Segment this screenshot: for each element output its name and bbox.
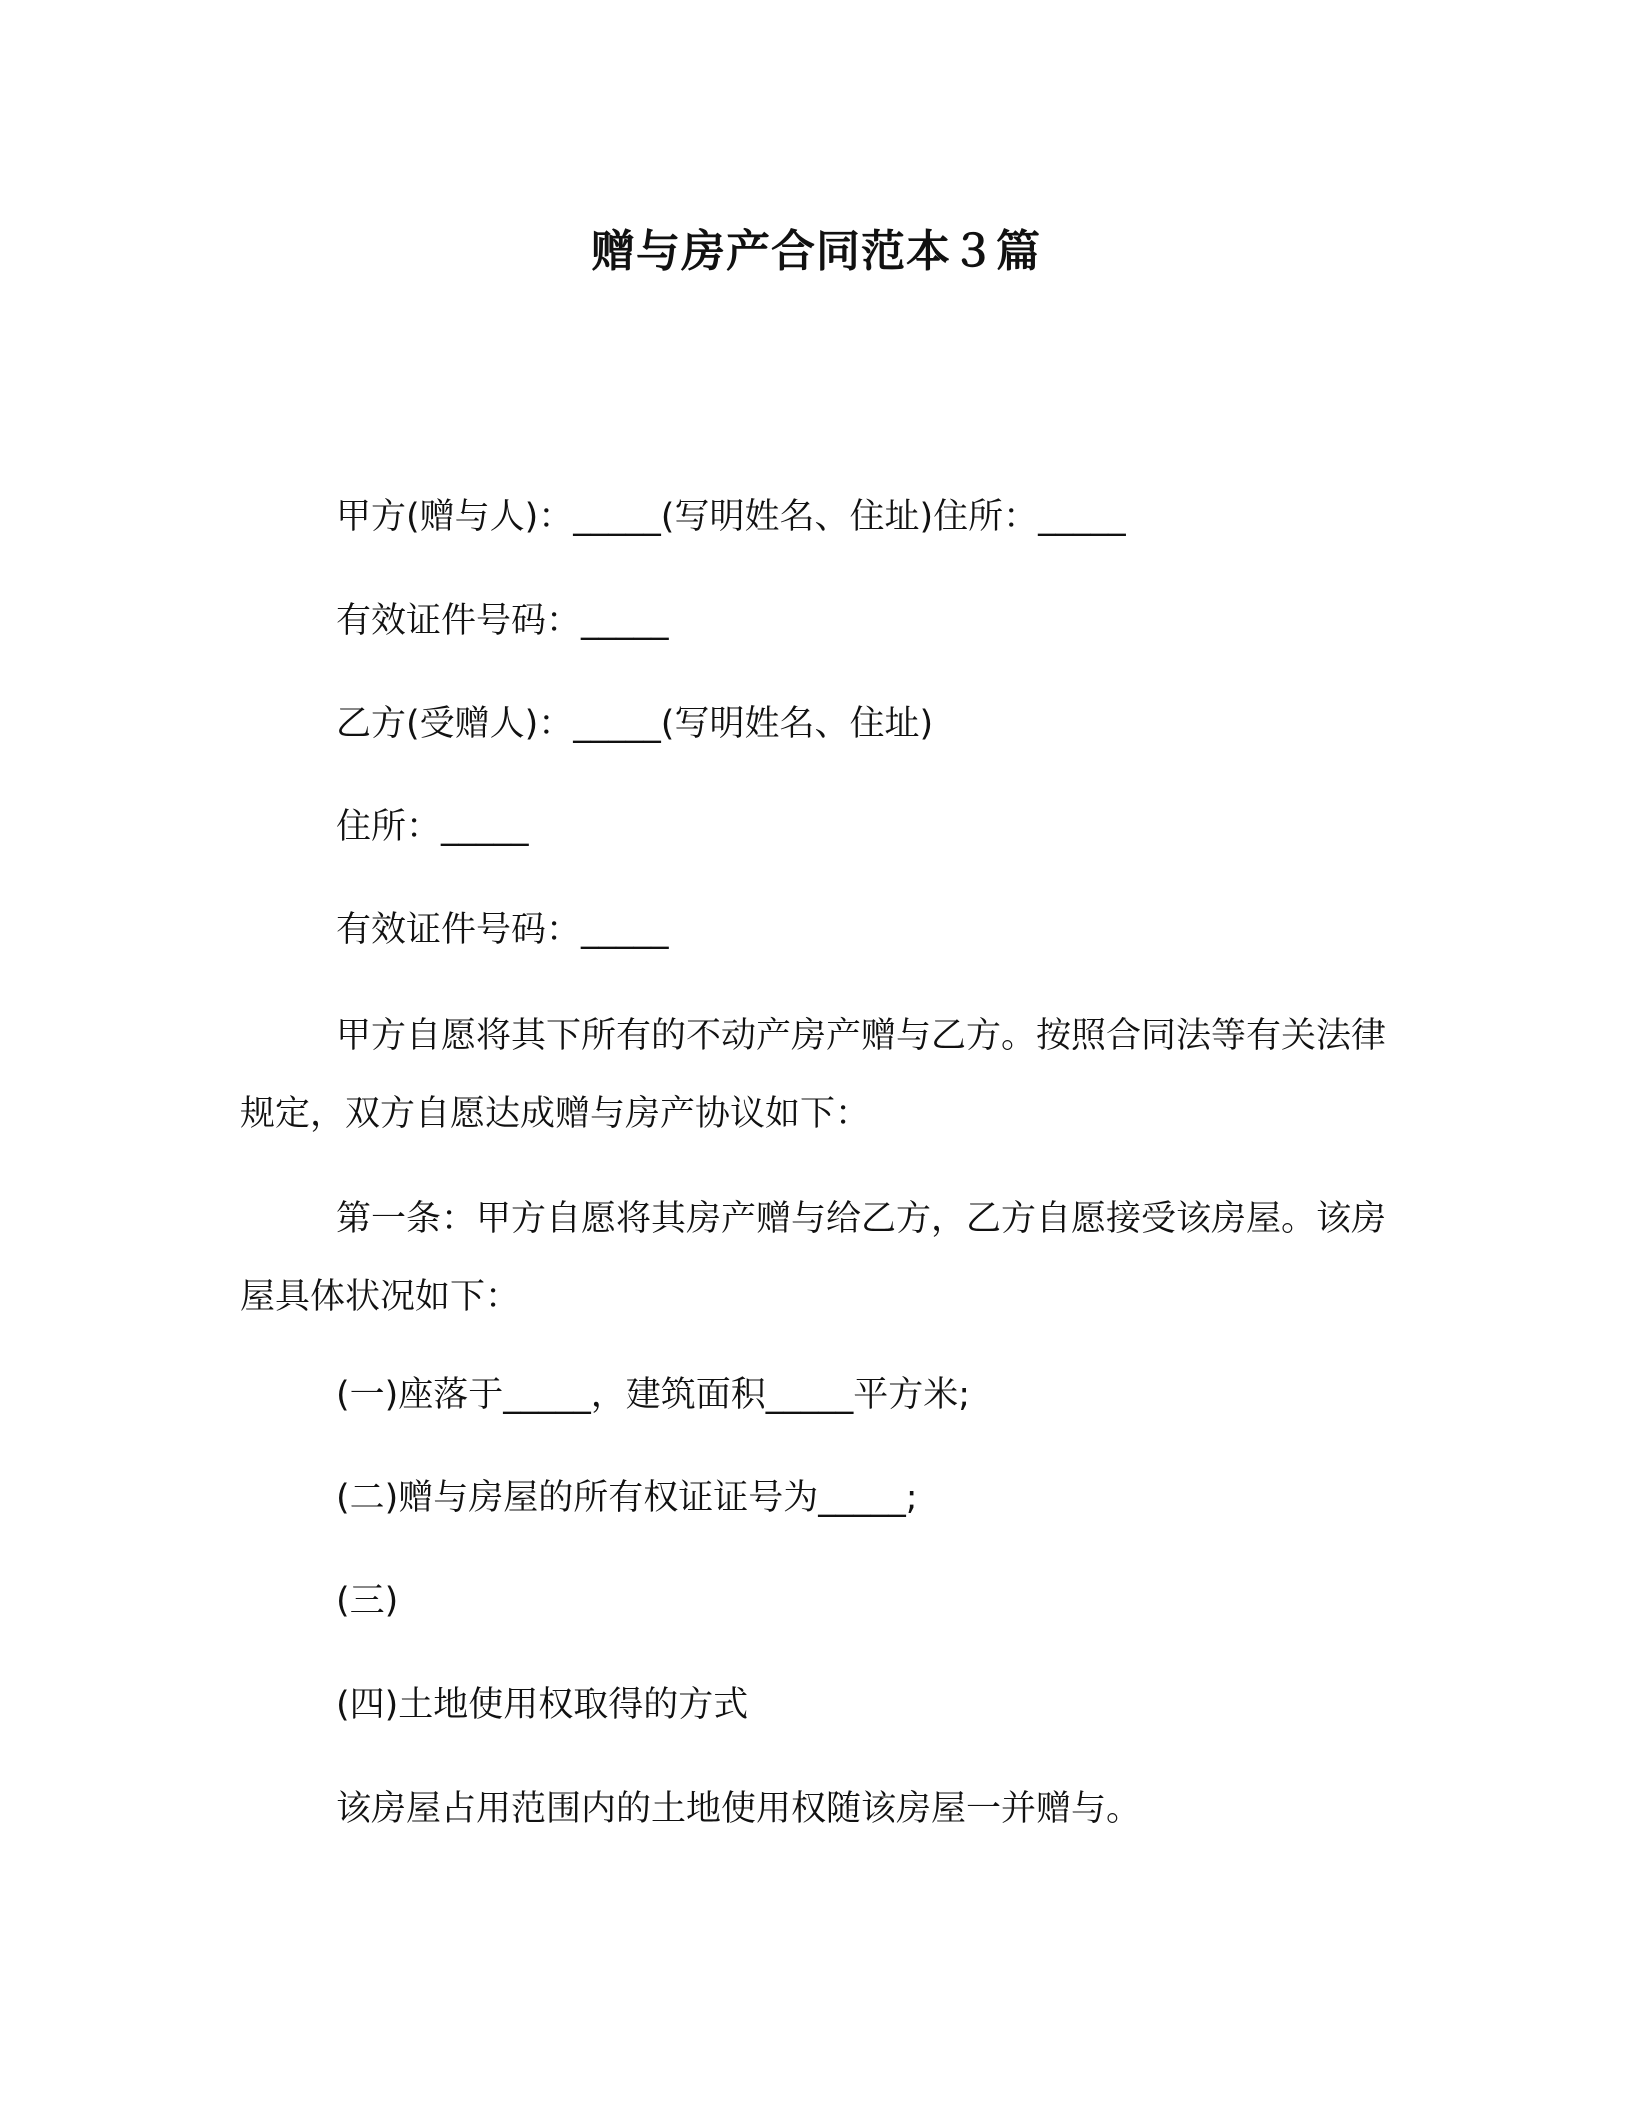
paragraph-item-2: (二)赠与房屋的所有权证证号为_____; xyxy=(336,1478,918,1518)
paragraph-land-use: 该房屋占用范围内的土地使用权随该房屋一并赠与。 xyxy=(336,1789,1142,1829)
paragraph-party-b: 乙方(受赠人)：_____(写明姓名、住址) xyxy=(336,704,934,744)
paragraph-item-1: (一)座落于_____，建筑面积_____平方米; xyxy=(336,1375,971,1415)
paragraph-item-3: (三) xyxy=(336,1581,399,1621)
paragraph-item-4: (四)土地使用权取得的方式 xyxy=(336,1685,749,1725)
paragraph-party-a: 甲方(赠与人)：_____(写明姓名、住址)住所：_____ xyxy=(336,497,1126,537)
document-title: 赠与房产合同范本３篇 xyxy=(591,226,1041,277)
paragraph-article-1: 第一条：甲方自愿将其房产赠与给乙方，乙方自愿接受该房屋。该房屋具体状况如下： xyxy=(240,1199,1387,1317)
paragraph-party-a-id: 有效证件号码：_____ xyxy=(336,601,669,641)
paragraph-intro: 甲方自愿将其下所有的不动产房产赠与乙方。按照合同法等有关法律规定，双方自愿达成赠与房产协议如下： xyxy=(240,1016,1387,1134)
paragraph-party-b-address: 住所：_____ xyxy=(336,807,529,847)
paragraph-party-b-id: 有效证件号码：_____ xyxy=(336,910,669,950)
